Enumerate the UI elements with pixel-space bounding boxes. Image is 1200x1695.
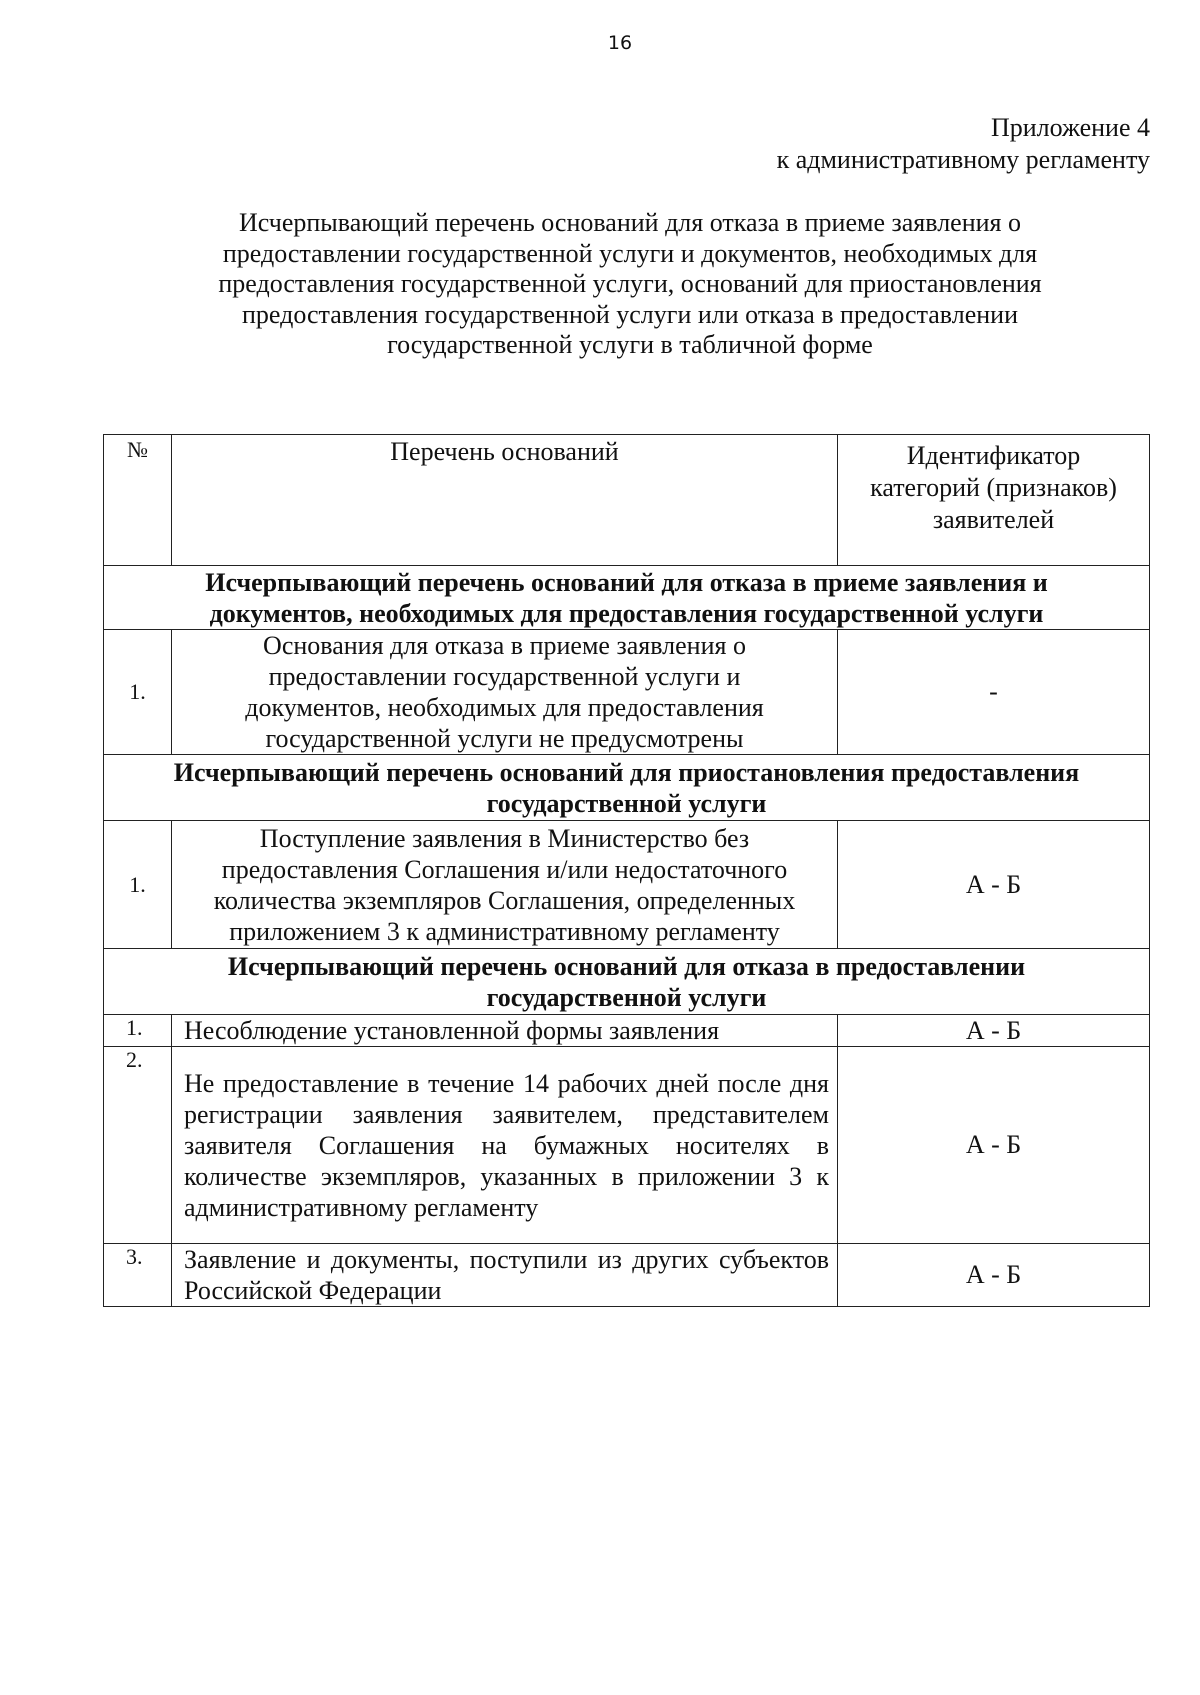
table-header-row — [104, 435, 1150, 566]
header-identifier-line: категорий (признаков) — [870, 473, 1117, 502]
appendix-line: к административному регламенту — [776, 145, 1150, 174]
reason-line: количества экземпляров Соглашения, определенных — [213, 885, 796, 915]
section-title-line: государственной услуги — [486, 788, 767, 818]
row-identifier: А - Б — [838, 1244, 1150, 1307]
appendix-line: Приложение 4 — [990, 113, 1150, 142]
reason-line: приложением 3 к административному регламенту — [229, 916, 780, 946]
section-title — [104, 566, 1150, 630]
table-row — [104, 1244, 1150, 1307]
grounds-table — [103, 434, 1150, 1307]
reason-line: предоставлении государственной услуги и — [268, 662, 741, 691]
reason-line: Основания для отказа в приеме заявления о — [263, 631, 746, 660]
row-identifier: А - Б — [838, 1047, 1150, 1244]
reason-line: документов, необходимых для предоставления — [245, 693, 764, 722]
reason-line: Поступление заявления в Министерство без — [259, 823, 750, 853]
row-number: 2. — [104, 1047, 172, 1244]
row-number: 1. — [104, 1015, 172, 1047]
row-reason: Несоблюдение установленной формы заявления — [172, 1015, 838, 1047]
title-line: предоставлении государственной услуги и документов, необходимых для — [222, 238, 1038, 268]
row-reason: Заявление и документы, поступили из других субъектов Российской Федерации — [172, 1244, 838, 1307]
table-row — [104, 821, 1150, 949]
row-reason: Не предоставление в течение 14 рабочих дней после дня регистрации заявления заявителем, представителем заявителя Соглашения на бумажных носителях в количестве экземпляров, указанных в приложении 3 к административному регламенту — [172, 1047, 838, 1244]
row-number: 1. — [104, 630, 172, 755]
header-reasons: Перечень оснований — [172, 435, 838, 566]
document-title — [130, 208, 1130, 361]
section-title-line: Исчерпывающий перечень оснований для приостановления предоставления — [173, 757, 1080, 787]
section-title-line: Исчерпывающий перечень оснований для отказа в приеме заявления и — [205, 567, 1048, 597]
row-reason — [172, 821, 838, 949]
row-number: 3. — [104, 1244, 172, 1307]
section-row — [104, 949, 1150, 1015]
row-identifier: - — [838, 630, 1150, 755]
row-number: 1. — [104, 821, 172, 949]
header-identifier-line: Идентификатор — [906, 441, 1081, 470]
table-row — [104, 630, 1150, 755]
section-title — [104, 755, 1150, 821]
row-identifier: А - Б — [838, 821, 1150, 949]
table-row — [104, 1015, 1150, 1047]
header-identifier — [838, 435, 1150, 566]
section-title-line: государственной услуги — [486, 982, 767, 1012]
page-number: 16 — [607, 32, 633, 54]
section-row — [104, 566, 1150, 630]
title-line: предоставления государственной услуги, оснований для приостановления — [218, 269, 1042, 298]
row-reason — [172, 630, 838, 755]
section-row — [104, 755, 1150, 821]
header-number: № — [104, 435, 172, 566]
title-line: предоставления государственной услуги или отказа в предоставлении — [241, 299, 1018, 329]
title-line: Исчерпывающий перечень оснований для отказа в приеме заявления о — [238, 208, 1021, 237]
header-identifier-line: заявителей — [932, 505, 1055, 534]
reason-line: государственной услуги не предусмотрены — [265, 724, 744, 753]
reason-line: предоставления Соглашения и/или недостаточного — [221, 854, 788, 884]
section-title-line: Исчерпывающий перечень оснований для отказа в предоставлении — [227, 951, 1026, 981]
title-line: государственной услуги в табличной форме — [387, 330, 873, 359]
appendix-note — [777, 112, 1150, 176]
table-row — [104, 1047, 1150, 1244]
section-title — [104, 949, 1150, 1015]
section-title-line: документов, необходимых для предоставления государственной услуги — [209, 598, 1044, 628]
row-identifier: А - Б — [838, 1015, 1150, 1047]
